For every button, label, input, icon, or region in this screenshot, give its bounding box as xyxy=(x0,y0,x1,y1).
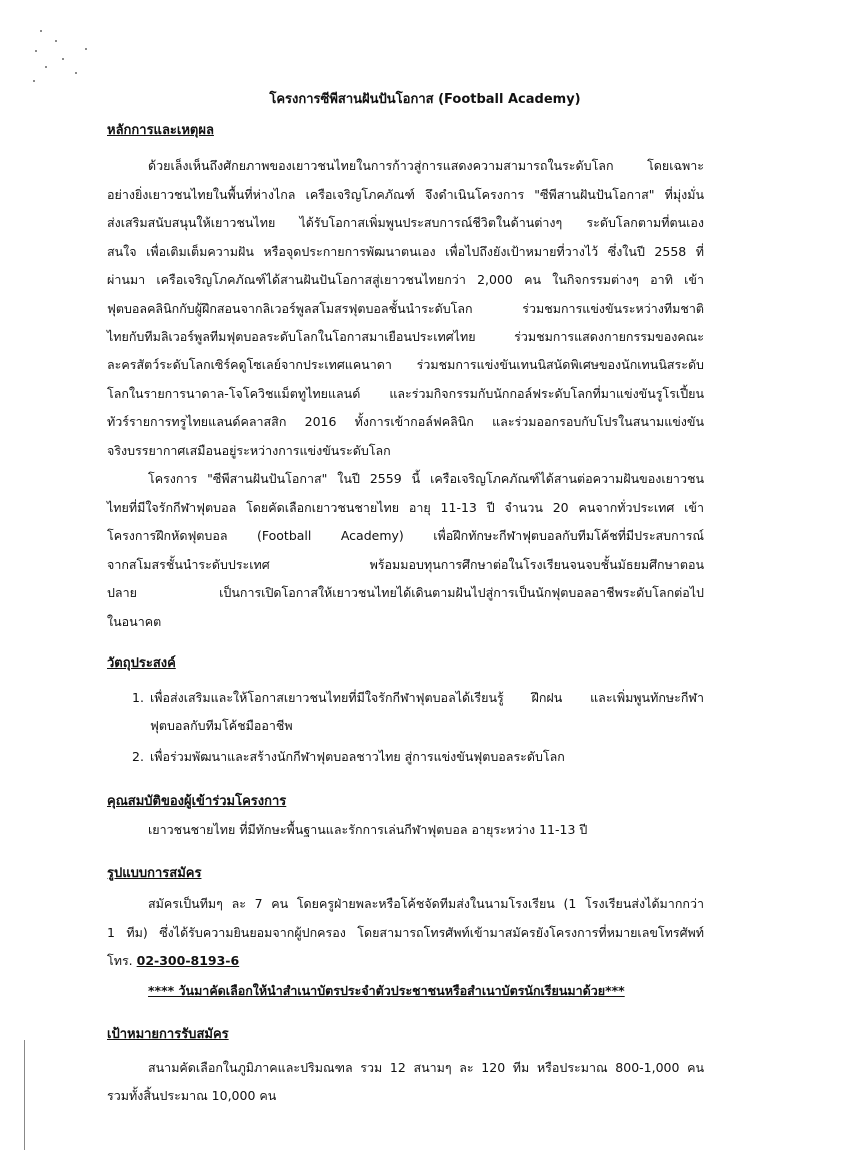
section-heading-qualifications: คุณสมบัติของผู้เข้าร่วมโครงการ xyxy=(107,794,287,809)
text-line: ฟุตบอลคลินิกกับผู้ฝึกสอนจากลิเวอร์พูลสโมสรฟุตบอลชั้นนำระดับโลก ร่วมชมการแข่งขันระหว่างทีมชาติ xyxy=(107,301,704,316)
text-line: ส่งเสริมสนับสนุนให้เยาวชนไทย ได้รับโอกาสเพิ่มพูนประสบการณ์ชีวิตในด้านต่างๆ ระดับโลกตามที่ตนเอง xyxy=(107,215,704,230)
section-heading-application: รูปแบบการสมัคร xyxy=(107,866,202,881)
section-heading-target: เป้าหมายการรับสมัคร xyxy=(107,1027,229,1042)
text-line: เยาวชนชายไทย ที่มีทักษะพื้นฐานและรักการเล่นกีฬาฟุตบอล อายุระหว่าง 11-13 ปี xyxy=(148,822,588,837)
text-line: สนามคัดเลือกในภูมิภาคและปริมณฑล รวม 12 สนามๆ ละ 120 ทีม หรือประมาณ 800-1,000 คน xyxy=(148,1060,704,1075)
phone-number[interactable]: 02-300-8193-6 xyxy=(136,953,240,968)
note-line: **** วันมาคัดเลือกให้นำสำเนาบัตรประจำตัวประชาชนหรือสำเนาบัตรนักเรียนมาด้วย*** xyxy=(148,983,625,998)
text-line: ไทยที่มีใจรักกีฬาฟุตบอล โดยคัดเลือกเยาวชนชายไทย อายุ 11-13 ปี จำนวน 20 คนจากทั่วประเทศ เข้า xyxy=(107,500,704,515)
text-line: ปลาย เป็นการเปิดโอกาสให้เยาวชนไทยได้เดินตามฝันไปสู่การเป็นนักฟุตบอลอาชีพระดับโลกต่อไป xyxy=(107,585,704,600)
phone-prefix: โทร. xyxy=(107,953,133,968)
text-line: จริงบรรยากาศเสมือนอยู่ระหว่างการแข่งขันระดับโลก xyxy=(107,443,391,458)
text-line: ทัวร์รายการทรูไทยแลนด์คลาสสิก 2016 ทั้งการเข้ากอล์ฟคลินิก และร่วมออกรอบกับโปรในสนามแข่งขัน xyxy=(107,414,704,429)
text-line: โครงการ "ซีพีสานฝันปันโอกาส" ในปี 2559 นี้ เครือเจริญโภคภัณฑ์ได้สานต่อความฝันของเยาวชน xyxy=(148,471,704,486)
text-line: สนใจ เพื่อเติมเต็มความฝัน หรือจุดประกายการพัฒนาตนเอง เพื่อไปถึงยังเป้าหมายที่วางไว้ ซึ่งในปี 2558 ที่ xyxy=(107,244,704,259)
text-line: ละครสัตว์ระดับโลกเซิร์คดูโซเลย์จากประเทศแคนาดา ร่วมชมการแข่งขันเทนนิสนัดพิเศษของนักเทนนิสระดับ xyxy=(107,357,704,372)
text-line: โลกในรายการนาดาล-โจโควิชแม็ตทูไทยแลนด์ และร่วมกิจกรรมกับนักกอล์ฟระดับโลกที่มาแข่งขันรูโรเปี้ยน xyxy=(107,386,704,401)
text-line: จากสโมสรชั้นนำระดับประเทศ พร้อมมอบทุนการศึกษาต่อในโรงเรียนจนจบชั้นมัธยมศึกษาตอน xyxy=(107,557,704,572)
list-item-line: ฟุตบอลกับทีมโค้ชมืออาชีพ xyxy=(150,718,293,733)
scan-edge-line xyxy=(24,1040,25,1150)
text-line: โครงการฝึกหัดฟุตบอล (Football Academy) เพื่อฝึกทักษะกีฬาฟุตบอลกับทีมโค้ชที่มีประสบการณ์ xyxy=(107,528,704,543)
text-line: อย่างยิ่งเยาวชนไทยในพื้นที่ห่างไกล เครือเจริญโภคภัณฑ์ จึงดำเนินโครงการ "ซีพีสานฝันปันโอกาส" ที่มุ่งมั่น xyxy=(107,187,704,202)
list-number: 1. xyxy=(132,690,144,705)
text-line: ผ่านมา เครือเจริญโภคภัณฑ์ได้สานฝันปันโอกาสสู่เยาวชนไทยกว่า 2,000 คน ในกิจกรรมต่างๆ อาทิ เข้า xyxy=(107,272,704,287)
text-line: ในอนาคต xyxy=(107,614,162,629)
text-line xyxy=(107,953,239,969)
list-number: 2. xyxy=(132,749,144,764)
section-heading-objectives: วัตถุประสงค์ xyxy=(107,656,176,671)
section-heading-rationale: หลักการและเหตุผล xyxy=(107,123,214,138)
text-line: รวมทั้งสิ้นประมาณ 10,000 คน xyxy=(107,1088,277,1103)
text-line: ไทยกับทีมลิเวอร์พูลทีมฟุตบอลระดับโลกในโอกาสมาเยือนประเทศไทย ร่วมชมการแสดงกายกรรมของคณะ xyxy=(107,329,704,344)
text-line: ด้วยเล็งเห็นถึงศักยภาพของเยาวชนไทยในการก้าวสู่การแสดงความสามารถในระดับโลก โดยเฉพาะ xyxy=(148,158,704,173)
text-line: 1 ทีม) ซึ่งได้รับความยินยอมจากผู้ปกครอง โดยสามารถโทรศัพท์เข้ามาสมัครยังโครงการที่หมายเลขโทรศัพท์ xyxy=(107,925,704,940)
text-line: สมัครเป็นทีมๆ ละ 7 คน โดยครูฝ่ายพละหรือโค้ชจัดทีมส่งในนามโรงเรียน (1 โรงเรียนส่งได้มากกว่า xyxy=(148,896,704,911)
list-item-line: เพื่อร่วมพัฒนาและสร้างนักกีฬาฟุตบอลชาวไทย สู่การแข่งขันฟุตบอลระดับโลก xyxy=(150,749,565,764)
document-title: โครงการซีพีสานฝันปันโอกาส (Football Academy) xyxy=(269,92,581,107)
list-item-line: เพื่อส่งเสริมและให้โอกาสเยาวชนไทยที่มีใจรักกีฬาฟุตบอลได้เรียนรู้ ฝึกฝน และเพิ่มพูนทักษะกีฬา xyxy=(150,690,704,705)
